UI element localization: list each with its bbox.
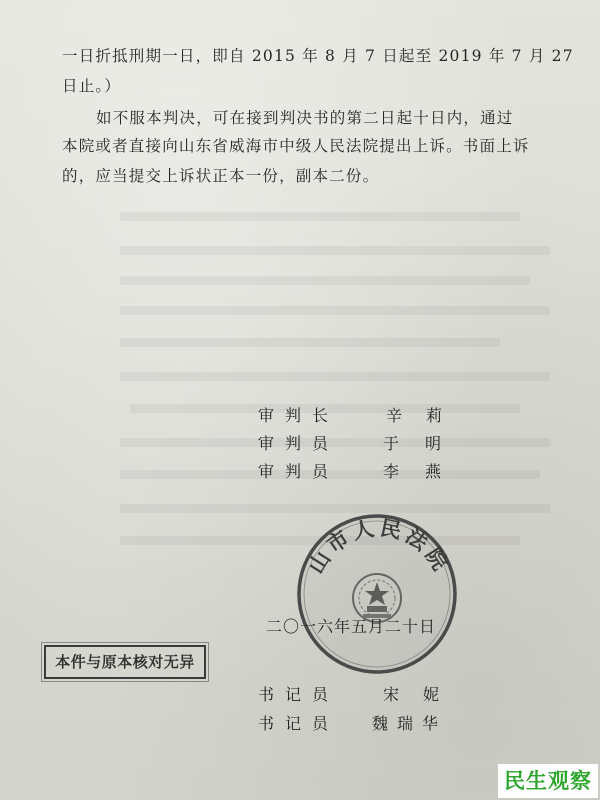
paragraph-line: 日止。） — [62, 77, 122, 95]
paragraph-line: 如不服本判决，可在接到判决书的第二日起十日内，通过 — [96, 109, 514, 127]
paragraph-line: 一日折抵刑期一日，即自 2015 年 8 月 7 日起至 2019 年 7 月 27 — [62, 47, 574, 65]
bleed-through-line — [120, 372, 550, 381]
judge-role: 审判长 — [258, 406, 340, 425]
bleed-through-line — [120, 306, 550, 315]
bleed-through-line — [120, 212, 520, 221]
clerk-role: 书记员 — [258, 714, 340, 733]
bleed-through-line — [120, 246, 550, 255]
clerk-name: 魏瑞华 — [372, 714, 448, 733]
judge-role: 审判员 — [258, 462, 340, 481]
verification-stamp: 本件与原本核对无异 — [44, 645, 206, 679]
judgment-date: 二〇一六年五月二十日 — [266, 617, 437, 636]
bleed-through-line — [120, 338, 500, 347]
judge-name: 于明 — [383, 434, 468, 453]
bleed-through-line — [120, 276, 530, 285]
judge-name: 李燕 — [383, 462, 468, 481]
seal-text: 山市人民法院 — [302, 514, 456, 578]
court-seal-graphic — [293, 510, 461, 678]
judge-name: 辛莉 — [386, 406, 467, 425]
paragraph-line: 本院或者直接向山东省威海市中级人民法院提出上诉。书面上诉 — [62, 137, 530, 155]
paragraph-line: 的，应当提交上诉状正本一份，副本二份。 — [62, 167, 380, 185]
judge-role: 审判员 — [258, 434, 340, 453]
watermark-label: 民生观察 — [498, 764, 598, 798]
clerk-name: 宋妮 — [383, 685, 464, 704]
court-seal — [293, 510, 461, 678]
clerk-role: 书记员 — [258, 685, 340, 704]
